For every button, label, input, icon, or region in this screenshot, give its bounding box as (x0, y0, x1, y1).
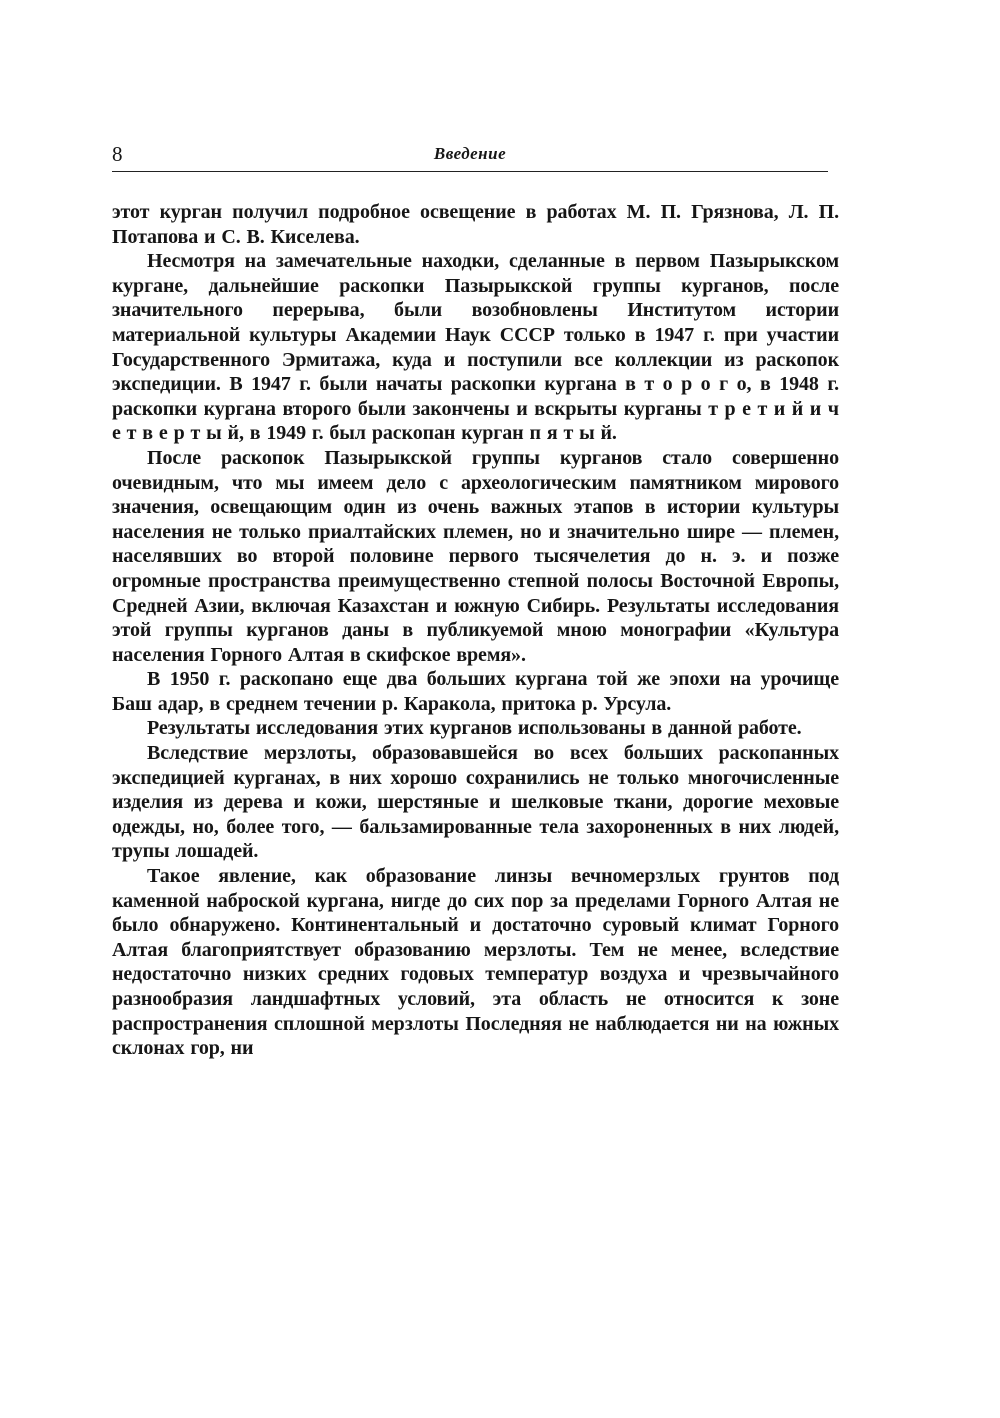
page-number: 8 (112, 142, 123, 166)
paragraph-permafrost: Вследствие мерзлоты, образовавшейся во всех больших раскопанных экспедицией курганах, в них хорошо сохранились не только многочисленные изделия из дерева и кожи, шерстяные и шелковые ткани, дорогие меховые одежды, но, более того, — бальзамированные тела захороненных в них людей, трупы лошадей. (112, 742, 839, 863)
header-rule (112, 171, 828, 172)
body-text (112, 200, 839, 1061)
paragraph-climate: Такое явление, как образование линзы вечномерзлых грунтов под каменной наброской кургана, нигде до сих пор за пределами Горного Алтая не было обнаружено. Континентальный и достаточно суровый климат Горного Алтая благоприятствует образованию мерзлоты. Тем не менее, вследствие недостаточно низких средних годовых температур воздуха и чрезвычайного разнообразия ландшафтных условий, эта область не относится к зоне распространения сплошной мерзлоты Последняя не наблюдается ни на южных склонах гор, ни (112, 865, 839, 1060)
paragraph-excavations: Несмотря на замечательные находки, сделанные в первом Пазырыкском кургане, дальнейшие раскопки Пазырыкской группы курганов, после значительного перерыва, были возобновлены Институтом истории материальной культуры Академии Наук СССР только в 1947 г. при участии Государственного Эрмитажа, куда и поступили все коллекции из раскопок экспедиции. В 1947 г. были начаты раскопки кургана в т о р о г о, в 1948 г. раскопки кургана второго были закончены и вскрыты курганы т р е т и й и ч е т в е р т ы й, в 1949 г. был раскопан курган п я т ы й. (112, 250, 839, 445)
section-title: Введение (433, 144, 507, 163)
running-header (112, 140, 828, 172)
paragraph-bashadar: В 1950 г. раскопано еще два больших кургана той же эпохи на урочище Баш адар, в среднем течении р. Каракола, притока р. Урсула. (112, 668, 839, 715)
paragraph-continuation: этот курган получил подробное освещение в работах М. П. Грязнова, Л. П. Потапова и С. В. Киселева. (112, 201, 839, 248)
paragraph-results: Результаты исследования этих курганов использованы в данной работе. (147, 717, 802, 740)
paragraph-significance: После раскопок Пазырыкской группы курганов стало совершенно очевидным, что мы имеем дело с археологическим памятником мирового значения, освещающим один из очень важных этапов в истории культуры населения не только приалтайских племен, но и значительно шире — племен, населявших во второй половине первого тысячелетия до н. э. и позже огромные пространства преимущественно степной полосы Восточной Европы, Средней Азии, включая Казахстан и южную Сибирь. Результаты исследования этой группы курганов даны в публикуемой мною монографии «Культура населения Горного Алтая в скифское время». (112, 446, 839, 666)
